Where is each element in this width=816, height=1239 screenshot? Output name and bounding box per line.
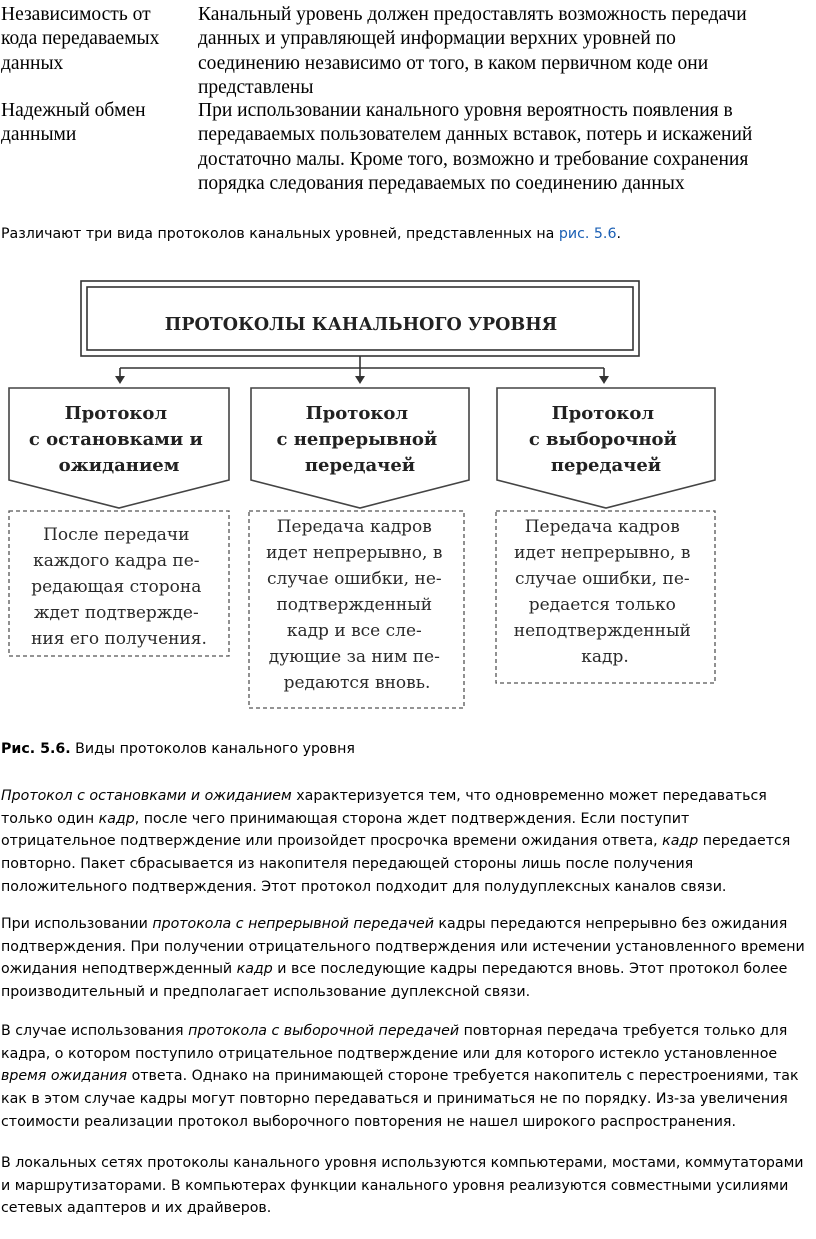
text-run: кадры передаются непрерывно без ожидания подтверждения. При получении отрицательного подтверждения или истечении установленного времени ожидания неподтвержденный [1, 916, 805, 978]
caption-label: Рис. 5.6. [1, 741, 71, 757]
protocol-name: Протокол с непрерывной передачей [276, 403, 438, 476]
desc-line: представлены [198, 76, 314, 98]
desc-line: данных и управляющей информации верхних уровней по [198, 28, 676, 50]
figure-caption [1, 738, 807, 761]
term-emphasis: протокола с непрерывной передачей [152, 916, 434, 932]
intro-body: Различают три вида протоколов канальных уровней, представленных на [1, 226, 559, 242]
text-run: При использовании [1, 916, 153, 932]
term-emphasis: время ожидания [1, 1068, 128, 1085]
intro-end: . [616, 226, 621, 242]
definition-term [1, 3, 186, 76]
paragraph [1, 1020, 807, 1134]
term-line: данных [1, 52, 64, 74]
text-run: , после чего принимающая сторона ждет подтверждения. Если поступит отрицательное подтверждение или произойдет просрочка времени ожидания ответа, [1, 810, 690, 850]
protocol-description: Передача кадров идет непрерывно, в случае ошибки, не- подтвержденный кадр и все сле- дующие за ним пе- редаются вновь. [266, 517, 443, 693]
desc-line: достаточно малы. Кроме того, возможно и требование сохранения [198, 148, 749, 170]
arrowhead [355, 376, 365, 384]
text-run: повторная передача требуется только для кадра, о котором поступило отрицательное подтверждение или для которого истекло установленное [1, 1023, 788, 1062]
text-run: передается повторно. Пакет сбрасывается из накопителя передающей стороны лишь после получения положительного подтверждения. Этот протокол подходит для полудуплексных каналов связи. [1, 833, 791, 895]
protocol-name: Протокол с выборочной передачей [528, 403, 677, 476]
arrowhead [599, 376, 609, 384]
term-emphasis: Протокол с остановками и ожиданием [1, 788, 292, 804]
text-run: характеризуется тем, что одновременно может передаваться только один [1, 788, 767, 827]
caption-text: Виды протоколов канального уровня [70, 741, 355, 757]
desc-line: Канальный уровень должен предоставлять возможность передачи [198, 4, 747, 25]
definition-description [198, 3, 810, 100]
intro-text [1, 223, 807, 246]
protocols-diagram [0, 264, 816, 716]
term-emphasis: кадр [662, 833, 699, 850]
paragraph: В локальных сетях протоколы канального уровня используются компьютерами, мостами, коммутаторами и маршрутизаторами. В компьютерах функции канального уровня реализуются совместными усилиями сетевых адаптеров и их драйверов. [1, 1155, 804, 1217]
diagram-title: ПРОТОКОЛЫ КАНАЛЬНОГО УРОВНЯ [164, 315, 558, 335]
paragraph [1, 913, 807, 1004]
desc-line: порядка следования передаваемых по соединению данных [198, 172, 685, 194]
paragraph [1, 785, 807, 899]
term-emphasis: протокола с выборочной передачей [188, 1023, 460, 1039]
term-line: кода передаваемых [1, 28, 160, 50]
term-emphasis: кадр [98, 810, 135, 827]
desc-line: соединению независимо от того, в каком первичном коде они [198, 52, 709, 74]
protocol-description: Передача кадров идет непрерывно, в случае ошибки, пе- редается только неподтвержденный кадр. [513, 517, 691, 667]
term-line: Надежный обмен [1, 100, 146, 121]
protocol-description: После передачи каждого кадра пе- редающая сторона ждет подтвержде- ния его получения. [31, 525, 207, 649]
term-line: Независимость от [1, 4, 151, 25]
desc-line: передаваемых пользователем данных вставок, потерь и искажений [198, 124, 753, 146]
figure-link[interactable]: рис. 5.6 [558, 226, 617, 242]
definition-description [198, 99, 810, 196]
term-line: данными [1, 124, 77, 146]
text-run: и все последующие кадры передаются вновь. Этот протокол более производительный и предполагает использование дуплексной связи. [1, 961, 788, 1001]
text-run: В случае использования [1, 1023, 189, 1039]
arrowhead [115, 376, 125, 384]
definition-term [1, 99, 186, 148]
protocol-name: Протокол с остановками и ожиданием [28, 403, 203, 476]
term-emphasis: кадр [236, 961, 273, 978]
desc-line: При использовании канального уровня вероятность появления в [198, 100, 733, 121]
text-run: ответа. Однако на принимающей стороне требуется накопитель с перестроениями, так как в этом случае кадры могут повторно передаваться и приниматься не по порядку. Из-за увеличения стоимости реализации протокол выборочного повторения не нашел широкого распространения. [1, 1068, 799, 1130]
